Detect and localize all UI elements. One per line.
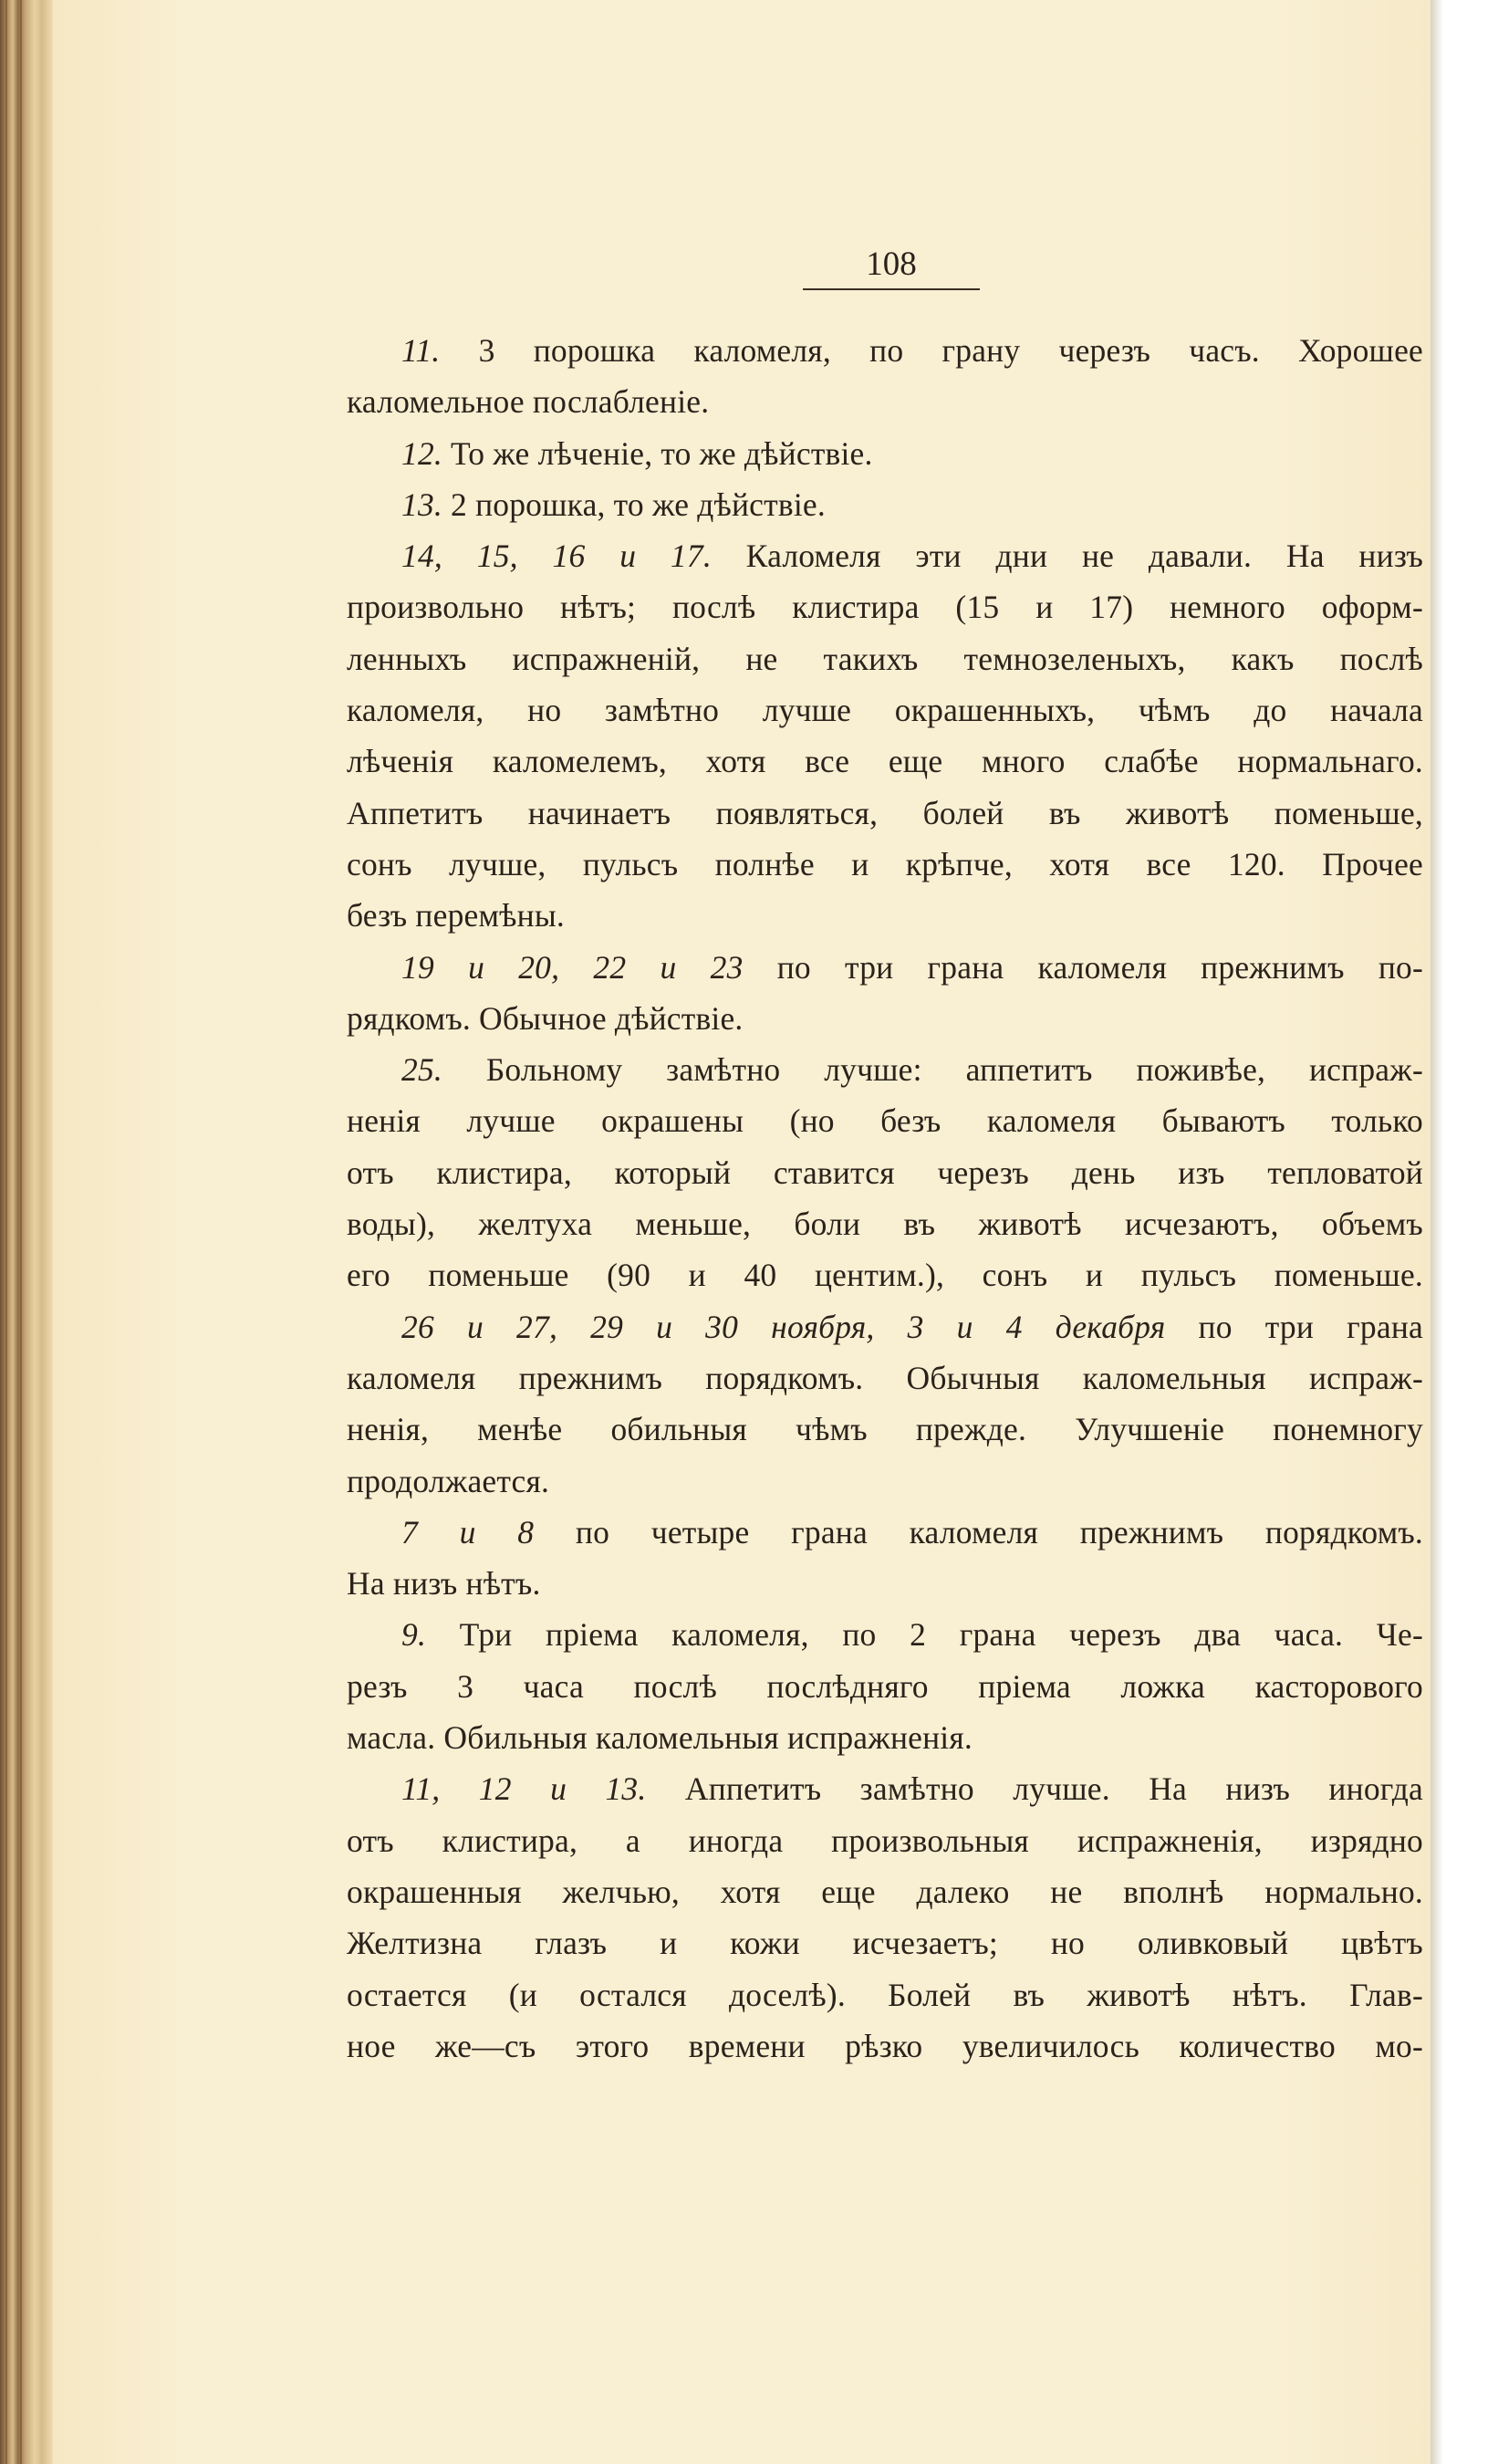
line-text: ное же—съ этого времени рѣзко увеличилось количество мо-: [347, 2027, 1423, 2064]
line-text: На низъ нѣтъ.: [347, 1565, 541, 1603]
text-line: [347, 684, 1423, 736]
entry-date: 9.: [401, 1616, 427, 1654]
line-text: по четыре грана каломеля прежнимъ порядкомъ.: [534, 1513, 1424, 1550]
line-text: Желтизна глазъ и кожи исчезаетъ; но оливковый цвѣтъ: [347, 1925, 1423, 1962]
entry-date: 25.: [401, 1051, 442, 1089]
spine-edge: [20, 0, 22, 2464]
entry-date: 14, 15, 16 и 17.: [401, 538, 712, 575]
text-line: [347, 1917, 1423, 1968]
text-line: [347, 581, 1423, 632]
entry-date: 13.: [401, 485, 442, 523]
entry-date: 12.: [401, 434, 442, 472]
line-text: воды), желтуха меньше, боли въ животѣ исчезаютъ, объемъ: [347, 1206, 1423, 1243]
line-text: Аппетитъ замѣтно лучше. На низъ иногда: [646, 1770, 1423, 1808]
text-line: [347, 1456, 1423, 1507]
text-line: [347, 1763, 1423, 1814]
line-text: продолжается.: [347, 1462, 550, 1499]
text-line: [347, 890, 1423, 941]
text-line: [347, 633, 1423, 684]
line-text: То же лѣченіе, то же дѣйствіе.: [442, 434, 873, 472]
line-text: 3 порошка каломеля, по грану черезъ часъ. Хорошее: [440, 332, 1423, 369]
text-line: [347, 1661, 1423, 1712]
text-line: [347, 839, 1423, 890]
text-line: [347, 1404, 1423, 1455]
line-text: Три пріема каломеля, по 2 грана черезъ два часа. Че-: [426, 1616, 1423, 1654]
line-text: безъ перемѣны.: [347, 897, 565, 934]
line-text: Каломеля эти дни не давали. На низъ: [711, 538, 1424, 575]
text-line: [347, 1198, 1423, 1249]
page-edge-shadow: [1430, 0, 1498, 2464]
text-line: [347, 1044, 1423, 1095]
page-number: 108: [866, 245, 917, 283]
line-text: отъ клистира, который ставится черезъ день изъ тепловатой: [347, 1154, 1423, 1191]
text-line: [347, 2020, 1423, 2072]
line-text: каломеля прежнимъ порядкомъ. Обычныя каломельныя испраж-: [347, 1359, 1423, 1396]
line-text: остается (и остался доселѣ). Болей въ животѣ нѣтъ. Глав-: [347, 1976, 1423, 2013]
page-number-rule: [803, 288, 980, 290]
text-line: [347, 1712, 1423, 1763]
book-spine: [0, 0, 53, 2464]
line-text: Больному замѣтно лучше: аппетитъ поживѣе, испраж-: [442, 1051, 1423, 1089]
text-line: [347, 736, 1423, 787]
text-line: [347, 1147, 1423, 1198]
text-line: [347, 1507, 1423, 1558]
text-line: [347, 1815, 1423, 1866]
line-text: ненія, менѣе обильныя чѣмъ прежде. Улучшеніе понемногу: [347, 1411, 1423, 1448]
text-line: [347, 1249, 1423, 1300]
line-text: резъ 3 часа послѣ послѣдняго пріема ложка касторового: [347, 1667, 1423, 1705]
line-text: каломельное послабленіе.: [347, 383, 710, 421]
line-text: его поменьше (90 и 40 центим.), сонъ и пульсъ поменьше.: [347, 1257, 1423, 1294]
line-text: ленныхъ испражненій, не такихъ темнозеленыхъ, какъ послѣ: [347, 640, 1423, 677]
text-line: [347, 325, 1423, 376]
text-line: [347, 1558, 1423, 1609]
line-text: рядкомъ. Обычное дѣйствіе.: [347, 999, 744, 1037]
text-line: [347, 1095, 1423, 1146]
entry-date: 11.: [401, 332, 441, 369]
line-text: ненія лучше окрашены (но безъ каломеля бываютъ только: [347, 1102, 1423, 1140]
line-text: Аппетитъ начинаетъ появляться, болей въ животѣ поменьше,: [347, 794, 1423, 831]
line-text: масла. Обильныя каломельныя испражненія.: [347, 1719, 973, 1757]
text-line: [347, 530, 1423, 581]
text-line: [347, 788, 1423, 839]
entry-date: 7 и 8: [401, 1513, 535, 1550]
text-line: [347, 376, 1423, 427]
line-text: лѣченія каломелемъ, хотя все еще много слабѣе нормальнаго.: [347, 743, 1423, 780]
line-text: 2 порошка, то же дѣйствіе.: [442, 485, 826, 523]
text-line: [347, 1969, 1423, 2020]
entry-date: 11, 12 и 13.: [401, 1770, 647, 1808]
text-line: [347, 1609, 1423, 1660]
text-line: [347, 479, 1423, 530]
entry-date: 26 и 27, 29 и 30 ноября, 3 и 4 декабря: [401, 1308, 1166, 1345]
line-text: сонъ лучше, пульсъ полнѣе и крѣпче, хотя все 120. Прочее: [347, 845, 1423, 882]
text-line: [347, 942, 1423, 993]
entry-date: 19 и 20, 22 и 23: [401, 948, 744, 986]
line-text: каломеля, но замѣтно лучше окрашенныхъ, чѣмъ до начала: [347, 692, 1423, 729]
body-text: [347, 325, 1423, 2072]
spine-edge: [5, 0, 7, 2464]
line-text: отъ клистира, а иногда произвольныя испражненія, изрядно: [347, 1822, 1423, 1859]
line-text: по три грана каломеля прежнимъ по-: [743, 948, 1423, 986]
line-text: окрашенныя желчью, хотя еще далеко не вполнѣ нормально.: [347, 1873, 1423, 1910]
text-line: [347, 993, 1423, 1044]
line-text: по три грана: [1165, 1308, 1423, 1345]
text-line: [347, 428, 1423, 479]
text-line: [347, 1352, 1423, 1404]
line-text: произвольно нѣтъ; послѣ клистира (15 и 17) немного оформ-: [347, 589, 1423, 626]
text-line: [347, 1866, 1423, 1917]
text-line: [347, 1301, 1423, 1352]
